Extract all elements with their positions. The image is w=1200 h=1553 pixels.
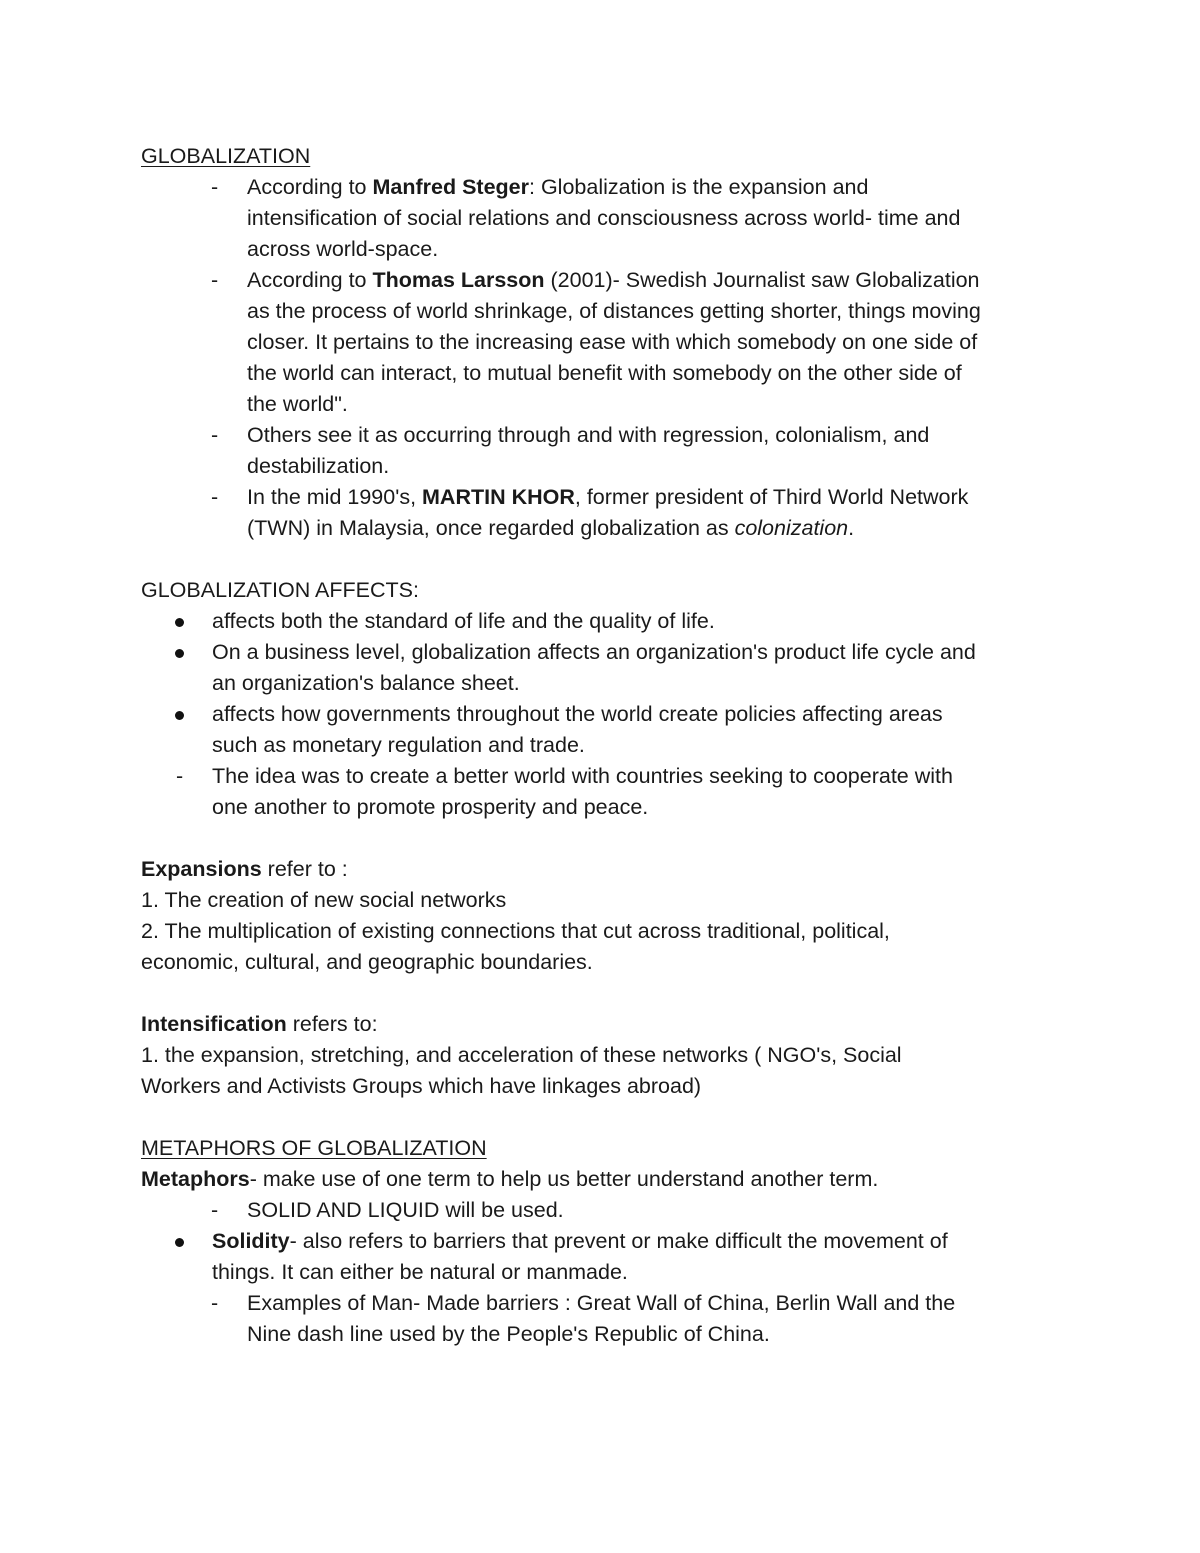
spacer bbox=[141, 1102, 1061, 1133]
heading-metaphors: METAPHORS OF GLOBALIZATION bbox=[141, 1136, 487, 1160]
text-line bbox=[141, 1009, 1061, 1040]
bullet-item bbox=[141, 606, 1061, 637]
text-run: Others see it as occurring through and with regression, colonialism, and bbox=[247, 423, 930, 447]
heading-globalization-affects: GLOBALIZATION AFFECTS: bbox=[141, 578, 419, 602]
text-line bbox=[247, 420, 1061, 451]
text-run: as the process of world shrinkage, of distances getting shorter, things moving bbox=[247, 299, 981, 323]
bold-text: Solidity bbox=[212, 1229, 290, 1253]
text-run: the world". bbox=[247, 392, 348, 416]
text-run: an organization's balance sheet. bbox=[212, 671, 520, 695]
text-run: 2. The multiplication of existing connections that cut across traditional, political, bbox=[141, 919, 890, 943]
text-run: closer. It pertains to the increasing ease with which somebody on one side of bbox=[247, 330, 978, 354]
text-line bbox=[247, 296, 1061, 327]
text-line bbox=[141, 1040, 1061, 1071]
text-run: In the mid 1990's, bbox=[247, 485, 423, 509]
intensification-block bbox=[141, 1009, 1061, 1102]
text-line bbox=[212, 637, 1061, 668]
bullet-item bbox=[141, 637, 1061, 699]
text-run: economic, cultural, and geographic boundaries. bbox=[141, 950, 593, 974]
text-run: 1. the expansion, stretching, and acceleration of these networks ( NGO's, Social bbox=[141, 1043, 902, 1067]
text-line bbox=[247, 1319, 1061, 1350]
text-run: refer to : bbox=[261, 857, 348, 881]
bullet-item bbox=[141, 699, 1061, 761]
document-content bbox=[141, 141, 1061, 1350]
text-line bbox=[247, 327, 1061, 358]
dash-marker: - bbox=[211, 485, 219, 509]
text-run: 1. The creation of new social networks bbox=[141, 888, 507, 912]
metaphors-intro bbox=[141, 1164, 1061, 1195]
text-run: one another to promote prosperity and peace. bbox=[212, 795, 649, 819]
spacer bbox=[141, 978, 1061, 1009]
heading-globalization: GLOBALIZATION bbox=[141, 144, 311, 168]
text-run: such as monetary regulation and trade. bbox=[212, 733, 585, 757]
text-run: destabilization. bbox=[247, 454, 390, 478]
text-run: According to bbox=[247, 268, 373, 292]
text-run: SOLID AND LIQUID will be used. bbox=[247, 1198, 564, 1222]
text-run: (2001)- Swedish Journalist saw Globalization bbox=[544, 268, 980, 292]
dash-marker: - bbox=[211, 268, 219, 292]
text-line bbox=[212, 761, 1061, 792]
expansions-block bbox=[141, 854, 1061, 978]
text-run: intensification of social relations and consciousness across world- time and bbox=[247, 206, 961, 230]
text-line bbox=[247, 265, 1061, 296]
text-run: The idea was to create a better world with countries seeking to cooperate with bbox=[212, 764, 953, 788]
text-line bbox=[212, 730, 1061, 761]
text-run: the world can interact, to mutual benefit with somebody on the other side of bbox=[247, 361, 962, 385]
text-line bbox=[247, 172, 1061, 203]
dash-item bbox=[141, 482, 1061, 544]
text-run: . bbox=[848, 516, 855, 540]
text-run: across world-space. bbox=[247, 237, 439, 261]
text-line bbox=[212, 699, 1061, 730]
bullet-item bbox=[141, 1226, 1061, 1288]
text-run: According to bbox=[247, 175, 373, 199]
text-line bbox=[141, 854, 1061, 885]
text-line bbox=[247, 451, 1061, 482]
dash-item bbox=[141, 420, 1061, 482]
dash-item bbox=[141, 761, 1061, 823]
text-line bbox=[212, 668, 1061, 699]
spacer bbox=[141, 544, 1061, 575]
barriers-sub-dash bbox=[141, 1288, 1061, 1350]
bold-text: Expansions bbox=[141, 857, 262, 881]
text-line bbox=[212, 1226, 1061, 1257]
text-run: , former president of Third World Network bbox=[574, 485, 969, 509]
dash-marker: - bbox=[211, 175, 219, 199]
text-run: refers to: bbox=[286, 1012, 378, 1036]
text-line bbox=[247, 389, 1061, 420]
text-run: Examples of Man- Made barriers : Great Wall of China, Berlin Wall and the bbox=[247, 1291, 956, 1315]
text-run: affects how governments throughout the world create policies affecting areas bbox=[212, 702, 943, 726]
text-line bbox=[141, 1071, 1061, 1102]
text-run: Nine dash line used by the People's Republic of China. bbox=[247, 1322, 770, 1346]
bold-text: Intensification bbox=[141, 1012, 287, 1036]
text-line bbox=[212, 792, 1061, 823]
text-line bbox=[141, 885, 1061, 916]
bold-text: MARTIN KHOR bbox=[422, 485, 575, 509]
dash-marker: - bbox=[211, 423, 219, 447]
text-line bbox=[247, 358, 1061, 389]
text-line bbox=[247, 203, 1061, 234]
bullet-dot-icon bbox=[175, 618, 184, 627]
text-run: Workers and Activists Groups which have linkages abroad) bbox=[141, 1074, 702, 1098]
dash-marker: - bbox=[211, 1291, 219, 1315]
spacer bbox=[141, 823, 1061, 854]
dash-item bbox=[141, 1195, 1061, 1226]
text-run: (TWN) in Malaysia, once regarded globalization as bbox=[247, 516, 735, 540]
affects-bullet-list bbox=[141, 606, 1061, 761]
text-line bbox=[212, 606, 1061, 637]
bold-text: Metaphors bbox=[141, 1167, 250, 1191]
text-run: On a business level, globalization affects an organization's product life cycle and bbox=[212, 640, 976, 664]
text-run: - make use of one term to help us better understand another term. bbox=[249, 1167, 879, 1191]
text-line bbox=[247, 482, 1061, 513]
dash-item bbox=[141, 1288, 1061, 1350]
bullet-dot-icon bbox=[175, 1238, 184, 1247]
text-line bbox=[141, 916, 1061, 947]
bold-text: Thomas Larsson bbox=[372, 268, 545, 292]
affects-dash-item bbox=[141, 761, 1061, 823]
text-line bbox=[247, 234, 1061, 265]
text-run: things. It can either be natural or manmade. bbox=[212, 1260, 628, 1284]
bullet-dot-icon bbox=[175, 649, 184, 658]
text-run: affects both the standard of life and the quality of life. bbox=[212, 609, 715, 633]
text-line bbox=[247, 1288, 1061, 1319]
bullet-dot-icon bbox=[175, 711, 184, 720]
italic-text: colonization bbox=[734, 516, 849, 540]
text-run: : Globalization is the expansion and bbox=[529, 175, 869, 199]
text-line bbox=[247, 1195, 1061, 1226]
dash-marker: - bbox=[211, 1198, 219, 1222]
bold-text: Manfred Steger bbox=[372, 175, 529, 199]
metaphors-dash-item bbox=[141, 1195, 1061, 1226]
solidity-bullet bbox=[141, 1226, 1061, 1288]
text-line bbox=[212, 1257, 1061, 1288]
dash-marker: - bbox=[176, 764, 184, 788]
dash-item bbox=[141, 265, 1061, 420]
text-run: - also refers to barriers that prevent or make difficult the movement of bbox=[289, 1229, 948, 1253]
text-line bbox=[247, 513, 1061, 544]
definitions-list bbox=[141, 172, 1061, 544]
text-line bbox=[141, 947, 1061, 978]
dash-item bbox=[141, 172, 1061, 265]
